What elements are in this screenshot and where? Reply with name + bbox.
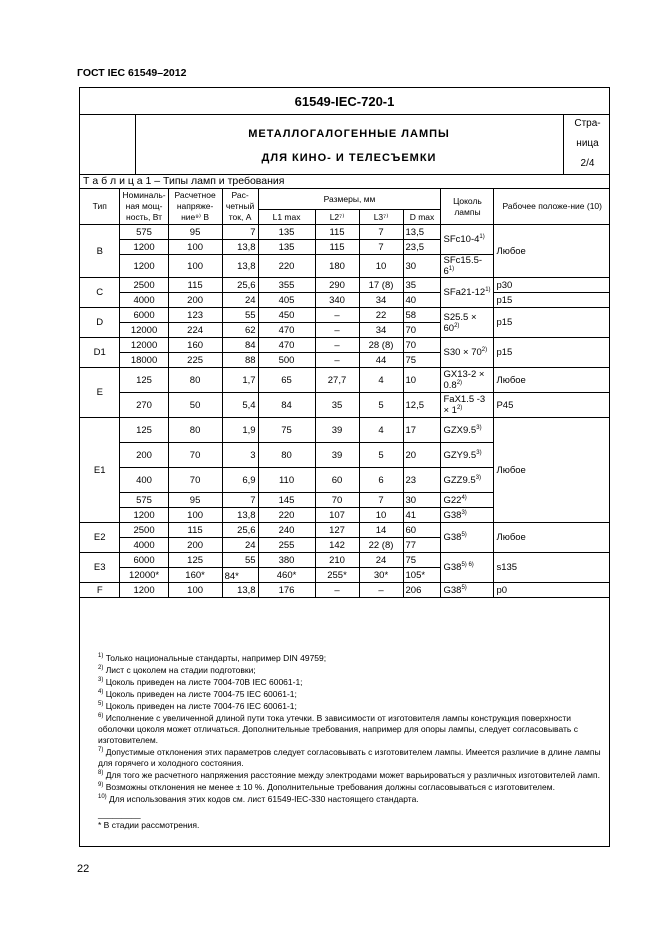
table-cell: 27,7: [315, 368, 359, 393]
table-cell: 123: [168, 308, 222, 323]
base-cell: G38$^{5)}$: [441, 523, 494, 553]
table-cell: 2500: [120, 523, 168, 538]
header-voltage: Расчетное напряже-ние⁹⁾ В: [168, 189, 222, 225]
base-cell: $GX13-2 \times 0.8^{2)}$: [441, 368, 494, 393]
table-cell: 470: [258, 323, 315, 338]
type-cell: B: [80, 225, 120, 278]
table-cell: 290: [315, 278, 359, 293]
table-cell: 28 (8): [359, 338, 403, 353]
table-cell: 200: [168, 293, 222, 308]
table-cell: 4000: [120, 293, 168, 308]
table-cell: 450: [258, 308, 315, 323]
table-cell: 380: [258, 553, 315, 568]
page-label-2: ница: [576, 138, 599, 149]
note-item: $^{6)}$ Исполнение с увеличенной длиной пути тока утечки. В зависимости от изготовителя лампы конструкция поверхности оболочки цоколя может отличаться. Дополнительные требования, например для опоры лампы, следует согласовывать с изготовителем.: [98, 713, 578, 745]
table-cell: 1200: [120, 255, 168, 278]
table-cell: 1200: [120, 240, 168, 255]
table-cell: 35: [315, 393, 359, 418]
type-cell: D1: [80, 338, 120, 368]
table-cell: 62: [222, 323, 258, 338]
page-cell: [563, 114, 611, 174]
table-cell: 115: [315, 225, 359, 240]
base-footnote-ref: 3): [461, 509, 467, 516]
table-cell: 95: [168, 225, 222, 240]
sheet-code: 61549-IEC-720-1: [80, 88, 609, 115]
note-marker: 9): [98, 782, 104, 788]
base-cell: SFa21-12$^{1)}$: [441, 278, 494, 308]
table-cell: 225: [168, 353, 222, 368]
table-cell: 77: [403, 538, 441, 553]
table-cell: 7: [359, 225, 403, 240]
note-marker: 10): [98, 794, 107, 800]
table-cell: 55: [222, 553, 258, 568]
table-cell: 88: [222, 353, 258, 368]
table-cell: –: [359, 583, 403, 598]
table-cell: 75: [403, 353, 441, 368]
position-cell: p15: [494, 308, 610, 338]
type-cell: E3: [80, 553, 120, 583]
note-marker: 7): [98, 747, 104, 753]
table-cell: 70: [168, 443, 222, 468]
position-cell: Любое: [494, 418, 610, 523]
table-cell: 84: [222, 338, 258, 353]
position-cell: p15: [494, 338, 610, 368]
table-row: [80, 393, 610, 418]
base-cell: SFc15.5-6$^{1)}$: [441, 255, 494, 278]
table-row: [80, 278, 610, 293]
lamp-table: [80, 188, 610, 598]
note-item: $^{1)}$ Только национальные стандарты, например DIN 49759;: [98, 653, 327, 663]
base-cell: GZY9.5$^{3)}$: [441, 443, 494, 468]
note-item: $^{5)}$ Цоколь приведен на листе 7004-76 IEC 60061-1;: [98, 701, 297, 711]
table-cell: 7: [222, 225, 258, 240]
table-caption: Т а б л и ц а 1 – Типы ламп и требования: [83, 175, 285, 187]
header-type: Тип: [80, 189, 120, 225]
table-cell: 470: [258, 338, 315, 353]
table-cell: 75: [258, 418, 315, 443]
table-cell: –: [315, 353, 359, 368]
footnote-rule: _________: [98, 809, 141, 819]
table-cell: 135: [258, 240, 315, 255]
header-power: Номиналь-ная мощ-ность, Вт: [120, 189, 168, 225]
table-cell: 39: [315, 443, 359, 468]
table-cell: 80: [168, 368, 222, 393]
table-cell: 115: [168, 278, 222, 293]
table-cell: 13,5: [403, 225, 441, 240]
table-cell: 5,4: [222, 393, 258, 418]
table-cell: 24: [359, 553, 403, 568]
table-cell: 30: [403, 493, 441, 508]
table-cell: 23: [403, 468, 441, 493]
table-cell: 41: [403, 508, 441, 523]
table-cell: 30: [403, 255, 441, 278]
table-cell: 5: [359, 393, 403, 418]
table-cell: 75: [403, 553, 441, 568]
table-cell: 7: [359, 240, 403, 255]
type-cell: D: [80, 308, 120, 338]
table-cell: 80: [258, 443, 315, 468]
type-cell: C: [80, 278, 120, 308]
table-cell: 60: [403, 523, 441, 538]
table-cell: 39: [315, 418, 359, 443]
table-cell: 210: [315, 553, 359, 568]
table-cell: 224: [168, 323, 222, 338]
table-cell: 13,8: [222, 255, 258, 278]
table-cell: 13,8: [222, 583, 258, 598]
table-cell: 142: [315, 538, 359, 553]
table-cell: 10: [359, 508, 403, 523]
table-cell: 100: [168, 240, 222, 255]
table-cell: 176: [258, 583, 315, 598]
table-row: [80, 368, 610, 393]
table-cell: 100: [168, 508, 222, 523]
table-cell: 70: [315, 493, 359, 508]
table-cell: 200: [120, 443, 168, 468]
table-row: [80, 418, 610, 443]
table-cell: 70: [403, 323, 441, 338]
table-cell: 17: [403, 418, 441, 443]
base-footnote-ref: 5): [461, 532, 467, 538]
note-marker: 2): [98, 665, 104, 671]
table-cell: 13,8: [222, 508, 258, 523]
note-marker: 4): [98, 689, 104, 695]
table-cell: 84: [258, 393, 315, 418]
table-cell: –: [315, 338, 359, 353]
table-cell: 12000*: [120, 568, 168, 583]
table-cell: 270: [120, 393, 168, 418]
footnote-star: * В стадии рассмотрения.: [98, 820, 200, 830]
table-cell: 220: [258, 508, 315, 523]
type-cell: F: [80, 583, 120, 598]
base-footnote-ref: 2): [456, 405, 463, 411]
base-footnote-ref: 3): [476, 449, 482, 456]
header-d: D max: [403, 210, 441, 225]
base-footnote-ref: 4): [461, 494, 467, 501]
base-cell: GZZ9.5$^{3)}$: [441, 468, 494, 493]
note-marker: 6): [98, 713, 104, 719]
table-cell: 30*: [359, 568, 403, 583]
table-cell: 25,6: [222, 278, 258, 293]
title-block: [135, 114, 563, 174]
title-line-1: МЕТАЛЛОГАЛОГЕННЫЕ ЛАМПЫ: [248, 128, 450, 140]
table-cell: 40: [403, 293, 441, 308]
position-cell: p0: [494, 583, 610, 598]
table-cell: 575: [120, 225, 168, 240]
table-row: [80, 308, 610, 323]
position-cell: s135: [494, 553, 610, 583]
base-footnote-ref: 2): [454, 322, 460, 329]
note-item: $^{3)}$ Цоколь приведен на листе 7004-70В IEC 60061-1;: [98, 677, 303, 687]
page-number: 22: [77, 863, 90, 875]
base-footnote-ref: 2): [481, 347, 488, 353]
table-cell: 44: [359, 353, 403, 368]
table-cell: 1200: [120, 508, 168, 523]
table-cell: 220: [258, 255, 315, 278]
base-footnote-ref: 1): [448, 266, 455, 272]
table-cell: 7: [222, 493, 258, 508]
base-footnote-ref: 2): [456, 380, 463, 386]
base-cell: FaX1.5 $-3 \times 1^{2)}$: [441, 393, 494, 418]
table-cell: 405: [258, 293, 315, 308]
table-cell: 84*: [222, 568, 258, 583]
table-cell: 255*: [315, 568, 359, 583]
type-cell: E1: [80, 418, 120, 523]
table-body: [80, 225, 610, 598]
table-cell: 70: [403, 338, 441, 353]
table-cell: 255: [258, 538, 315, 553]
header-l2: L2⁷⁾: [315, 210, 359, 225]
base-cell: G38$^{3)}$: [441, 508, 494, 523]
table-cell: 160: [168, 338, 222, 353]
table-cell: 4000: [120, 538, 168, 553]
table-cell: 22 (8): [359, 538, 403, 553]
table-cell: 24: [222, 538, 258, 553]
table-cell: 7: [359, 493, 403, 508]
note-item: $^{9)}$ Возможны отклонения не менее ± 10 %. Дополнительные требования должны согласовываться с изготовителем.: [98, 782, 555, 792]
table-cell: 80: [168, 418, 222, 443]
note-marker: 5): [98, 701, 104, 707]
table-cell: 400: [120, 468, 168, 493]
sheet-frame: [79, 87, 610, 847]
table-cell: 58: [403, 308, 441, 323]
base-cell: SFc10-4$^{1)}$: [441, 225, 494, 255]
table-cell: 1,9: [222, 418, 258, 443]
table-cell: 70: [168, 468, 222, 493]
table-cell: 6,9: [222, 468, 258, 493]
table-cell: 1,7: [222, 368, 258, 393]
table-cell: 34: [359, 323, 403, 338]
header-l1: L1 max: [258, 210, 315, 225]
type-cell: E: [80, 368, 120, 418]
table-cell: 200: [168, 538, 222, 553]
table-cell: 145: [258, 493, 315, 508]
position-cell: Любое: [494, 225, 610, 278]
table-cell: –: [315, 308, 359, 323]
header-base: Цоколь лампы: [441, 189, 494, 225]
base-cell: $S25.5 \times 60^{2)}$: [441, 308, 494, 338]
note-item: $^{2)}$ Лист с цоколем на стадии подготовки;: [98, 665, 256, 675]
table-cell: 3: [222, 443, 258, 468]
table-cell: 6000: [120, 553, 168, 568]
table-cell: 100: [168, 583, 222, 598]
table-cell: 206: [403, 583, 441, 598]
table-cell: 24: [222, 293, 258, 308]
table-cell: 6000: [120, 308, 168, 323]
position-cell: Любое: [494, 523, 610, 553]
note-marker: 1): [98, 653, 104, 659]
table-cell: 65: [258, 368, 315, 393]
table-cell: 14: [359, 523, 403, 538]
table-row: [80, 338, 610, 353]
table-cell: –: [315, 323, 359, 338]
table-cell: 25,6: [222, 523, 258, 538]
table-cell: 50: [168, 393, 222, 418]
table-cell: 4: [359, 418, 403, 443]
title-area: [80, 114, 609, 175]
table-cell: 20: [403, 443, 441, 468]
table-cell: 34: [359, 293, 403, 308]
table-row: [80, 583, 610, 598]
table-cell: 6: [359, 468, 403, 493]
table-cell: 105*: [403, 568, 441, 583]
table-cell: –: [315, 583, 359, 598]
table-cell: 18000: [120, 353, 168, 368]
table-cell: 17 (8): [359, 278, 403, 293]
table-cell: 12000: [120, 323, 168, 338]
table-cell: 12000: [120, 338, 168, 353]
table-cell: 13,8: [222, 240, 258, 255]
table-cell: 100: [168, 255, 222, 278]
page-value: 2/4: [580, 158, 595, 169]
table-cell: 500: [258, 353, 315, 368]
header-current: Рас-четный ток, А: [222, 189, 258, 225]
base-footnote-ref: 1): [479, 234, 485, 240]
table-cell: 135: [258, 225, 315, 240]
table-cell: 1200: [120, 583, 168, 598]
table-cell: 95: [168, 493, 222, 508]
base-cell: G38$^{5)}$: [441, 583, 494, 598]
table-cell: 23,5: [403, 240, 441, 255]
table-cell: 115: [168, 523, 222, 538]
table-cell: 60: [315, 468, 359, 493]
table-cell: 2500: [120, 278, 168, 293]
base-footnote-ref: 5) 6): [461, 562, 474, 568]
standard-header: ГОСТ IEC 61549–2012: [77, 67, 187, 79]
table-cell: 10: [359, 255, 403, 278]
base-cell: G22$^{4)}$: [441, 493, 494, 508]
table-cell: 4: [359, 368, 403, 393]
note-marker: 8): [98, 770, 104, 776]
table-cell: 355: [258, 278, 315, 293]
table-cell: 107: [315, 508, 359, 523]
table-cell: 115: [315, 240, 359, 255]
table-cell: 340: [315, 293, 359, 308]
table-cell: 160*: [168, 568, 222, 583]
table-cell: 460*: [258, 568, 315, 583]
table-cell: 110: [258, 468, 315, 493]
table-cell: 240: [258, 523, 315, 538]
note-item: $^{4)}$ Цоколь приведен на листе 7004-75 IEC 60061-1;: [98, 689, 297, 699]
note-marker: 3): [98, 677, 104, 683]
page-label-1: Стра-: [574, 118, 601, 129]
base-cell: $S30 \times 70^{2)}$: [441, 338, 494, 368]
table-row: [80, 553, 610, 568]
note-item: $^{7)}$ Допустимые отклонения этих параметров следует согласовывать с изготовителем лампы. Имеется различие в длине лампы для горячего и холодного состояния.: [98, 747, 601, 768]
table-cell: 55: [222, 308, 258, 323]
base-cell: $G38^{5) 6)}$: [441, 553, 494, 583]
title-line-2: ДЛЯ КИНО- И ТЕЛЕСЪЕМКИ: [261, 152, 437, 164]
position-cell: p15: [494, 293, 610, 308]
table-cell: 35: [403, 278, 441, 293]
type-cell: E2: [80, 523, 120, 553]
position-cell: p30: [494, 278, 610, 293]
table-cell: 12,5: [403, 393, 441, 418]
header-l3: L3⁷⁾: [359, 210, 403, 225]
title-left-cell: [80, 114, 136, 174]
header-dims: Размеры, мм: [258, 189, 441, 210]
header-position: Рабочее положе-ние (10): [494, 189, 610, 225]
table-cell: 180: [315, 255, 359, 278]
table-row: [80, 225, 610, 240]
position-cell: Любое: [494, 368, 610, 393]
note-item: $^{8)}$ Для того же расчетного напряжения расстояние между электродами может варьироваться у различных изготовителей ламп.: [98, 770, 600, 780]
base-cell: GZX9.5$^{3)}$: [441, 418, 494, 443]
notes: [98, 653, 608, 831]
table-cell: 125: [120, 418, 168, 443]
base-footnote-ref: 1): [485, 287, 491, 293]
base-footnote-ref: 3): [476, 424, 482, 431]
note-item: $^{10)}$ Для использования этих кодов см. лист 61549-IEC-330 настоящего стандарта.: [98, 794, 419, 804]
table-cell: 575: [120, 493, 168, 508]
base-footnote-ref: 5): [461, 584, 467, 591]
table-row: [80, 293, 610, 308]
table-cell: 10: [403, 368, 441, 393]
base-footnote-ref: 3): [475, 474, 482, 481]
table-cell: 125: [168, 553, 222, 568]
table-row: [80, 523, 610, 538]
position-cell: P45: [494, 393, 610, 418]
table-cell: 5: [359, 443, 403, 468]
table-cell: 22: [359, 308, 403, 323]
table-cell: 127: [315, 523, 359, 538]
table-cell: 125: [120, 368, 168, 393]
